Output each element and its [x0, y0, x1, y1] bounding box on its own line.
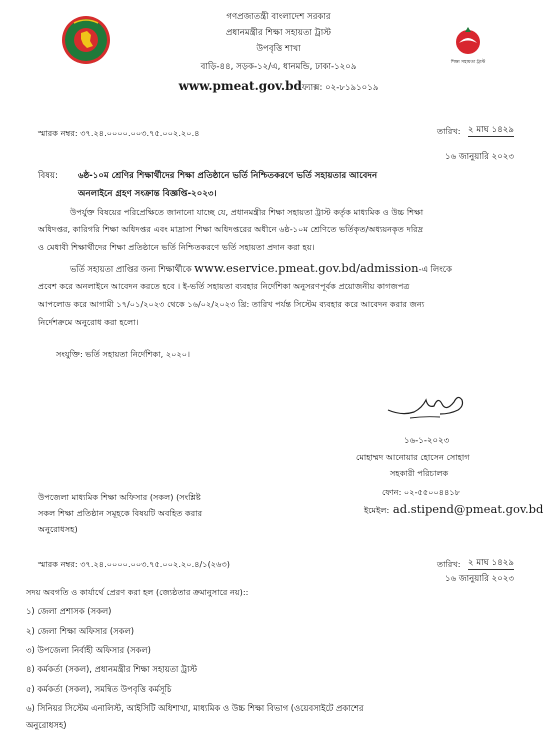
list-item: ১) জেলা প্রশাসক (সকল) — [26, 606, 112, 616]
header-address: বাড়ি-৪৪, সড়ক-১২/এ, ধানমন্ডি, ঢাকা-১২০৯ — [200, 62, 357, 72]
recipient-line-1: উপজেলা মাধ্যমিক শিক্ষা অফিসার (সকল) (সংশ্লিষ্ট — [38, 492, 201, 502]
header-contact — [0, 79, 557, 94]
signatory-email-row — [364, 502, 543, 517]
header-section: উপবৃত্তি শাখা — [256, 44, 301, 54]
subject-line-1: ৬ষ্ঠ-১০ম শ্রেণির শিক্ষার্থীদের শিক্ষা প্রতিষ্ঠানে ভর্তি নিশ্চিতকরণে ভর্তি সহায়তার আবেদন — [78, 171, 378, 181]
subject-label: বিষয়: — [38, 171, 58, 181]
list-item: ২) জেলা শিক্ষা অফিসার (সকল) — [26, 626, 134, 636]
memo2-date-english: ১৬ জানুয়ারি ২০২৩ — [445, 574, 515, 584]
copy-intro: সদয় অবগতি ও কার্যার্থে প্রেরণ করা হল (জ্যেষ্ঠতার ক্রমানুসারে নয়):: — [26, 587, 249, 597]
signature-date: ১৬-১-২০২৩ — [404, 436, 450, 446]
signatory-email-label: ইমেইল: — [364, 505, 390, 515]
signatory-phone: ফোন: ০২-৫৫০০৪৪১৮ — [382, 487, 461, 497]
attachment-note: সংযুক্তি: ভর্তি সহায়তা নির্দেশিকা, ২০২০। — [56, 349, 191, 359]
memo-date-label: তারিখ: — [437, 126, 461, 136]
trust-logo-caption: শিক্ষা সহায়তা ট্রাস্ট — [450, 60, 486, 65]
body-p2-line-2: প্রবেশ করে অনলাইনে আবেদন করতে হবে । ই-ভর্তি সহায়তা ব্যবহার নির্দেশিকা অনুসরণপূর্বক প্রয়োজনীয় কাগজপত্র — [38, 281, 410, 291]
memo2-date-label: তারিখ: — [437, 559, 461, 569]
signatory-name: মোহাম্মদ আনোয়ার হোসেন সোহাগ — [356, 452, 470, 462]
list-item: ৬) সিনিয়র সিস্টেম এনালিস্ট, আইসিটি অধিশাখা, মাধ্যমিক ও উচ্চ শিক্ষা বিভাগ (ওয়েবসাইটে প্রকাশের — [26, 703, 364, 713]
header-trust-name: প্রধানমন্ত্রীর শিক্ষা সহায়তা ট্রাস্ট — [225, 28, 332, 38]
body-p2-line-3: আপলোড করে আগামী ১৭/০১/২০২৩ থেকে ১৬/০২/২০২৩ খ্রি: তারিখ পর্যন্ত সিস্টেম ব্যবহার করে আবেদন করার জন্য — [38, 299, 425, 309]
header-government: গণপ্রজাতন্ত্রী বাংলাদেশ সরকার — [226, 12, 331, 22]
signature-scribble — [384, 386, 474, 430]
body-p2-line-1 — [70, 260, 452, 277]
list-item: অনুরোধসহ) — [26, 720, 67, 730]
list-item: ৩) উপজেলা নির্বাহী অফিসার (সকল) — [26, 645, 151, 655]
list-item: ৪) কর্মকর্তা (সকল), প্রধানমন্ত্রীর শিক্ষা সহায়তা ট্রাস্ট — [26, 664, 197, 674]
list-item: ৫) কর্মকর্তা (সকল), সমন্বিত উপবৃত্তি কর্মসূচি — [26, 684, 172, 694]
body-p2-line-4: নির্দেশক্রমে অনুরোধ করা হলো। — [38, 317, 139, 327]
recipient-line-3: অনুরোধসহ) — [38, 524, 78, 534]
admission-link[interactable]: www.eservice.pmeat.gov.bd/admission — [194, 261, 419, 275]
recipient-line-2: সকল শিক্ষা প্রতিষ্ঠান সমূহকে বিষয়টি অবহিত করার — [38, 508, 203, 518]
body-p1-line-1: উপর্যুক্ত বিষয়ের পরিপ্রেক্ষিতে জানানো যাচ্ছে যে, প্রধানমন্ত্রীর শিক্ষা সহায়তা ট্রাস্ট কর্তৃক মাধ্যমিক ও উচ্চ শিক্ষা — [70, 207, 424, 217]
memo-number: স্মারক নম্বর: ৩৭.২৪.০০০০.০০৩.৭৫.০০২.২০.৪ — [38, 128, 200, 138]
memo-date-english: ১৬ জানুয়ারি ২০২৩ — [445, 152, 515, 162]
signatory-email[interactable]: ad.stipend@pmeat.gov.bd — [392, 502, 544, 516]
body-p1-line-2: অধিদপ্তর, কারিগরি শিক্ষা অধিদপ্তর এবং মাদ্রাসা শিক্ষা অধিদপ্তরের অধীনে ৬ষ্ঠ-১০ম শ্রেণিতে ভর্তিকৃত/অধ্যয়নকৃত দরিদ্র — [38, 224, 424, 234]
header-fax: ফ্যাক্স: ০২-৮১৯১০১৯ — [301, 83, 379, 93]
memo-date-bangla: ২ মাঘ ১৪২৯ — [468, 125, 514, 135]
header-website[interactable]: www.pmeat.gov.bd — [178, 79, 302, 93]
signatory-title: সহকারী পরিচালক — [390, 468, 449, 478]
subject-line-2: অনলাইনে গ্রহণ সংক্রান্ত বিজ্ঞপ্তি-২০২৩। — [78, 189, 217, 199]
body-p2-post: -এ লিংকে — [418, 264, 452, 274]
memo2-date-bangla: ২ মাঘ ১৪২৯ — [468, 558, 514, 568]
body-p2-pre: ভর্তি সহায়তা প্রাপ্তির জন্য শিক্ষার্থীকে — [70, 264, 192, 274]
body-p1-line-3: ও মেধাবী শিক্ষার্থীদের শিক্ষা প্রতিষ্ঠানে ভর্তি নিশ্চিতকরণে ভর্তি সহায়তা প্রদান করা হয়। — [38, 242, 315, 252]
memo2-number: স্মারক নম্বর: ৩৭.২৪.০০০০.০০৩.৭৫.০০২.২০.৪/১(২৬৩) — [38, 559, 230, 569]
